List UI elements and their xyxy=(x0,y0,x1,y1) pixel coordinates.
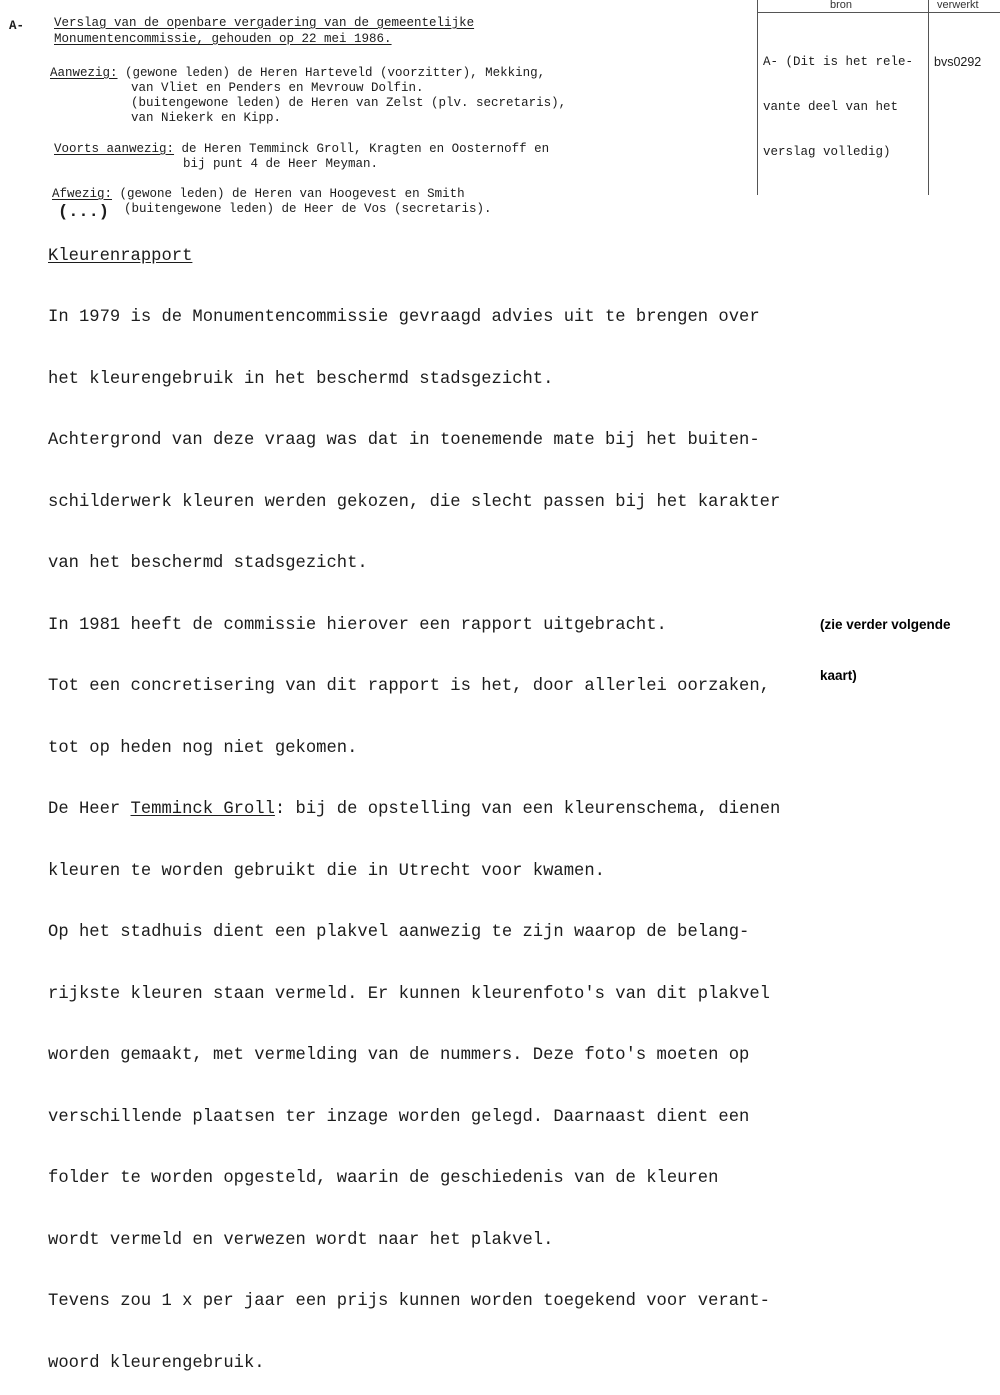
report-line: Achtergrond van deze vraag was dat in toenemende mate bij het buiten- xyxy=(48,431,760,450)
column-header-bron: bron xyxy=(830,0,853,11)
report-line: tot op heden nog niet gekomen. xyxy=(48,738,358,758)
report-body xyxy=(48,267,780,1395)
report-line: folder te worden opgesteld, waarin de geschiedenis van de kleuren xyxy=(48,1169,719,1188)
continued-note-line1: (zie verder volgende xyxy=(820,617,951,632)
absent-line1 xyxy=(52,186,465,202)
temminck-rest: : bij de opstelling van een kleurenschema, dienen xyxy=(274,800,781,819)
temminck-prefix: De Heer xyxy=(48,800,131,819)
bron-note xyxy=(763,25,913,175)
present-line3: (buitengewone leden) de Heren van Zelst (plv. secretaris), xyxy=(131,96,567,110)
temminck-name: Temminck Groll xyxy=(130,800,275,819)
report-line: kleuren te worden gebruikt die in Utrecht voor kwamen. xyxy=(48,861,605,881)
absent-line2: (buitengewone leden) de Heer de Vos (secretaris). xyxy=(124,202,492,216)
absent-label: Afwezig: xyxy=(52,187,113,201)
bron-note-line: verslag volledig) xyxy=(763,145,891,159)
report-line: van het beschermd stadsgezicht. xyxy=(48,554,368,573)
doc-marker: A- xyxy=(9,19,25,33)
bron-note-line: A- (Dit is het rele- xyxy=(763,55,914,69)
report-heading: Kleurenrapport xyxy=(48,247,193,266)
continued-note-line2: kaart) xyxy=(820,668,857,683)
doc-title-line1: Verslag van de openbare vergadering van de gemeentelijke xyxy=(54,16,475,30)
verwerkt-code: bvs0292 xyxy=(934,55,982,69)
absent-text: (gewone leden) de Heren van Hoogevest en Smith xyxy=(112,187,465,201)
side-table-mid-rule xyxy=(928,0,929,195)
present-line4: van Niekerk en Kipp. xyxy=(131,111,282,125)
side-table-left-rule xyxy=(757,0,758,195)
report-line: worden gemaakt, met vermelding van de nummers. Deze foto's moeten op xyxy=(48,1046,750,1065)
report-line: Tevens zou 1 x per jaar een prijs kunnen worden toegekend voor verant- xyxy=(48,1292,770,1311)
present-label: Aanwezig: xyxy=(50,66,118,80)
report-line: In 1979 is de Monumentencommissie gevraagd advies uit te brengen over xyxy=(48,308,760,327)
report-line: In 1981 heeft de commissie hierover een rapport uitgebracht. xyxy=(48,615,667,635)
column-header-verwerkt: verwerkt xyxy=(937,0,979,11)
report-line: woord kleurengebruik. xyxy=(48,1353,265,1373)
doc-title-line2: Monumentencommissie, gehouden op 22 mei 1986. xyxy=(54,32,392,46)
also-line1 xyxy=(54,141,549,157)
report-line: Tot een concretisering van dit rapport is het, door allerlei oorzaken, xyxy=(48,677,770,696)
also-line2: bij punt 4 de Heer Meyman. xyxy=(183,157,379,171)
also-text: de Heren Temminck Groll, Kragten en Oosternoff en xyxy=(174,142,550,156)
present-line2: van Vliet en Penders en Mevrouw Dolfin. xyxy=(131,81,424,95)
report-line: schilderwerk kleuren werden gekozen, die slecht passen bij het karakter xyxy=(48,492,781,512)
present-text: (gewone leden) de Heren Harteveld (voorzitter), Mekking, xyxy=(117,66,546,80)
continued-note xyxy=(820,582,951,701)
report-line-temminck xyxy=(48,800,780,821)
present-line1 xyxy=(50,65,545,81)
report-line: verschillende plaatsen ter inzage worden gelegd. Daarnaast dient een xyxy=(48,1107,750,1127)
side-table-top-rule xyxy=(757,12,1000,13)
report-line: het kleurengebruik in het beschermd stadsgezicht. xyxy=(48,369,554,389)
report-line: wordt vermeld en verwezen wordt naar het plakvel. xyxy=(48,1230,554,1250)
bron-note-line: vante deel van het xyxy=(763,100,899,114)
also-label: Voorts aanwezig: xyxy=(54,142,175,156)
report-line: Op het stadhuis dient een plakvel aanwezig te zijn waarop de belang- xyxy=(48,923,750,942)
report-line: rijkste kleuren staan vermeld. Er kunnen kleurenfoto's van dit plakvel xyxy=(48,984,770,1004)
ellipsis: (...) xyxy=(58,203,110,222)
